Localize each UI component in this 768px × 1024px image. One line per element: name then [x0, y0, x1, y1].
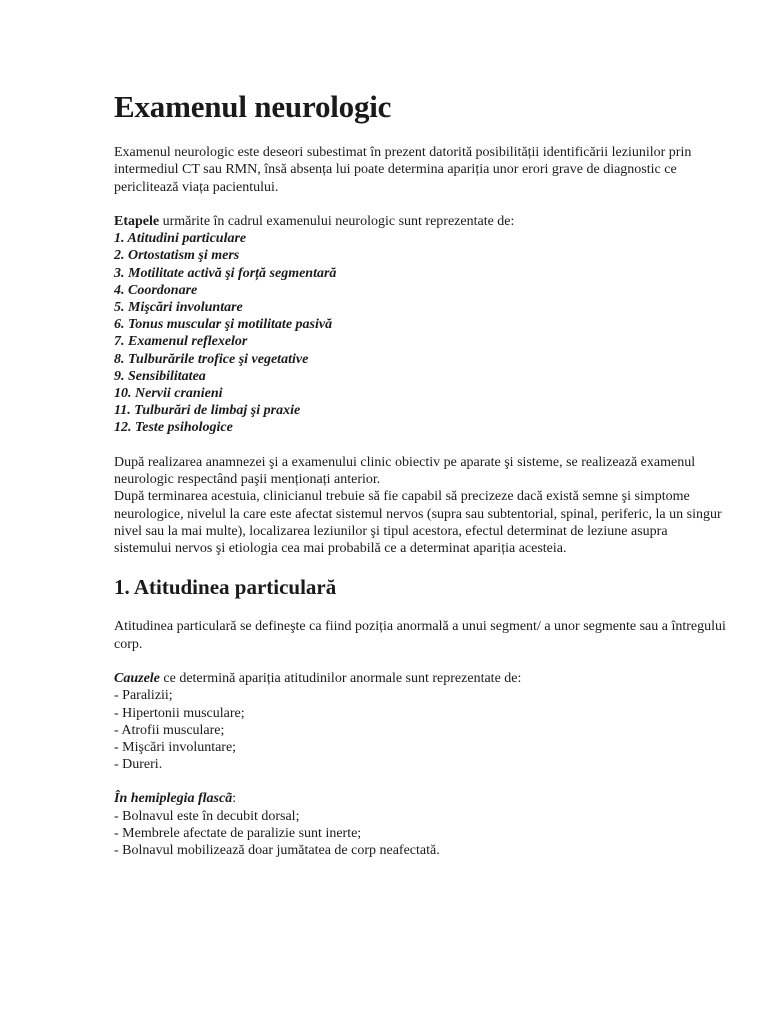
section-1-definition: Atitudinea particulară se defineşte ca fiind poziția anormală a unui segment/ a unor segmente sau a întregului corp.	[114, 619, 726, 652]
etapa-item: 12. Teste psihologice	[114, 420, 233, 436]
etapa-item: 6. Tonus muscular şi motilitate pasivă	[114, 317, 333, 333]
cauza-item: - Mişcări involuntare;	[114, 739, 237, 755]
cauze-heading	[114, 670, 728, 687]
cauza-item: - Paralizii;	[114, 688, 173, 704]
cauze-section	[114, 670, 728, 773]
etapa-item: 3. Motilitate activă şi forță segmentară	[114, 265, 337, 281]
hemiplegia-label: În hemiplegia flascã	[114, 791, 233, 807]
hemiplegia-section	[114, 790, 728, 859]
cauza-item: - Dureri.	[114, 757, 163, 773]
section-1-title: 1. Atitudinea particulară	[114, 575, 337, 600]
paragraph-2a: După realizarea anamnezei şi a examenului clinic obiectiv pe aparate şi sisteme, se realizează examenul neurologic respectând paşii menționați anterior.	[114, 454, 696, 487]
hemiplegia-heading	[114, 790, 728, 807]
cauza-item: - Hipertonii musculare;	[114, 705, 245, 721]
cauze-label: Cauzele	[114, 671, 160, 686]
etapa-item: 10. Nervii cranieni	[114, 386, 223, 402]
paragraph-2b: După terminarea acestuia, clinicianul trebuie să fie capabil să precizeze dacă există semne şi simptome neurologice, nivelul la care este afectat sistemul nervos (supra sau subtentorial, spinal, periferic, la un singur nivel sau la mai multe), localizarea leziunilor şi tipul acestora, efectul determinat de leziune asupra sistemului nervos şi etiologia cea mai probabilă ce a determinat apariția acesteia.	[114, 489, 722, 557]
hemiplegia-colon: :	[232, 791, 237, 807]
etapa-item: 4. Coordonare	[114, 282, 198, 298]
paragraph-2	[114, 454, 728, 558]
hemiplegia-item: - Bolnavul mobilizează doar jumătatea de corp neafectată.	[114, 843, 440, 859]
etape-label: Etapele	[114, 213, 160, 229]
etape-list	[114, 230, 728, 436]
intro-paragraph: Examenul neurologic este deseori subestimat în prezent datorită posibilității identificării leziunilor prin intermediul CT sau RMN, însă absența lui poate determina apariția unor erori grave de diagnostic ce periclitează viața pacientului.	[114, 145, 692, 195]
hemiplegia-item: - Bolnavul este în decubit dorsal;	[114, 808, 300, 824]
cauze-text: ce determină apariția atitudinilor anormale sunt reprezentate de:	[159, 671, 522, 686]
etapa-item: 9. Sensibilitatea	[114, 368, 206, 384]
page-title: Examenul neurologic	[114, 89, 392, 124]
etape-heading	[114, 213, 728, 230]
etapa-item: 7. Examenul reflexelor	[114, 334, 248, 350]
etapa-item: 5. Mişcări involuntare	[114, 300, 243, 315]
etapa-item: 11. Tulburări de limbaj şi praxie	[114, 403, 301, 419]
cauza-item: - Atrofii musculare;	[114, 722, 225, 738]
hemiplegia-item: - Membrele afectate de paralizie sunt inerte;	[114, 825, 362, 841]
etapa-item: 8. Tulburările trofice şi vegetative	[114, 351, 309, 367]
cauze-list	[114, 687, 728, 773]
etape-text: urmărite în cadrul examenului neurologic sunt reprezentate de:	[159, 213, 515, 229]
etapa-item: 1. Atitudini particulare	[114, 231, 247, 247]
etape-section	[114, 213, 728, 437]
hemiplegia-list	[114, 808, 728, 860]
etapa-item: 2. Ortostatism şi mers	[114, 248, 240, 264]
